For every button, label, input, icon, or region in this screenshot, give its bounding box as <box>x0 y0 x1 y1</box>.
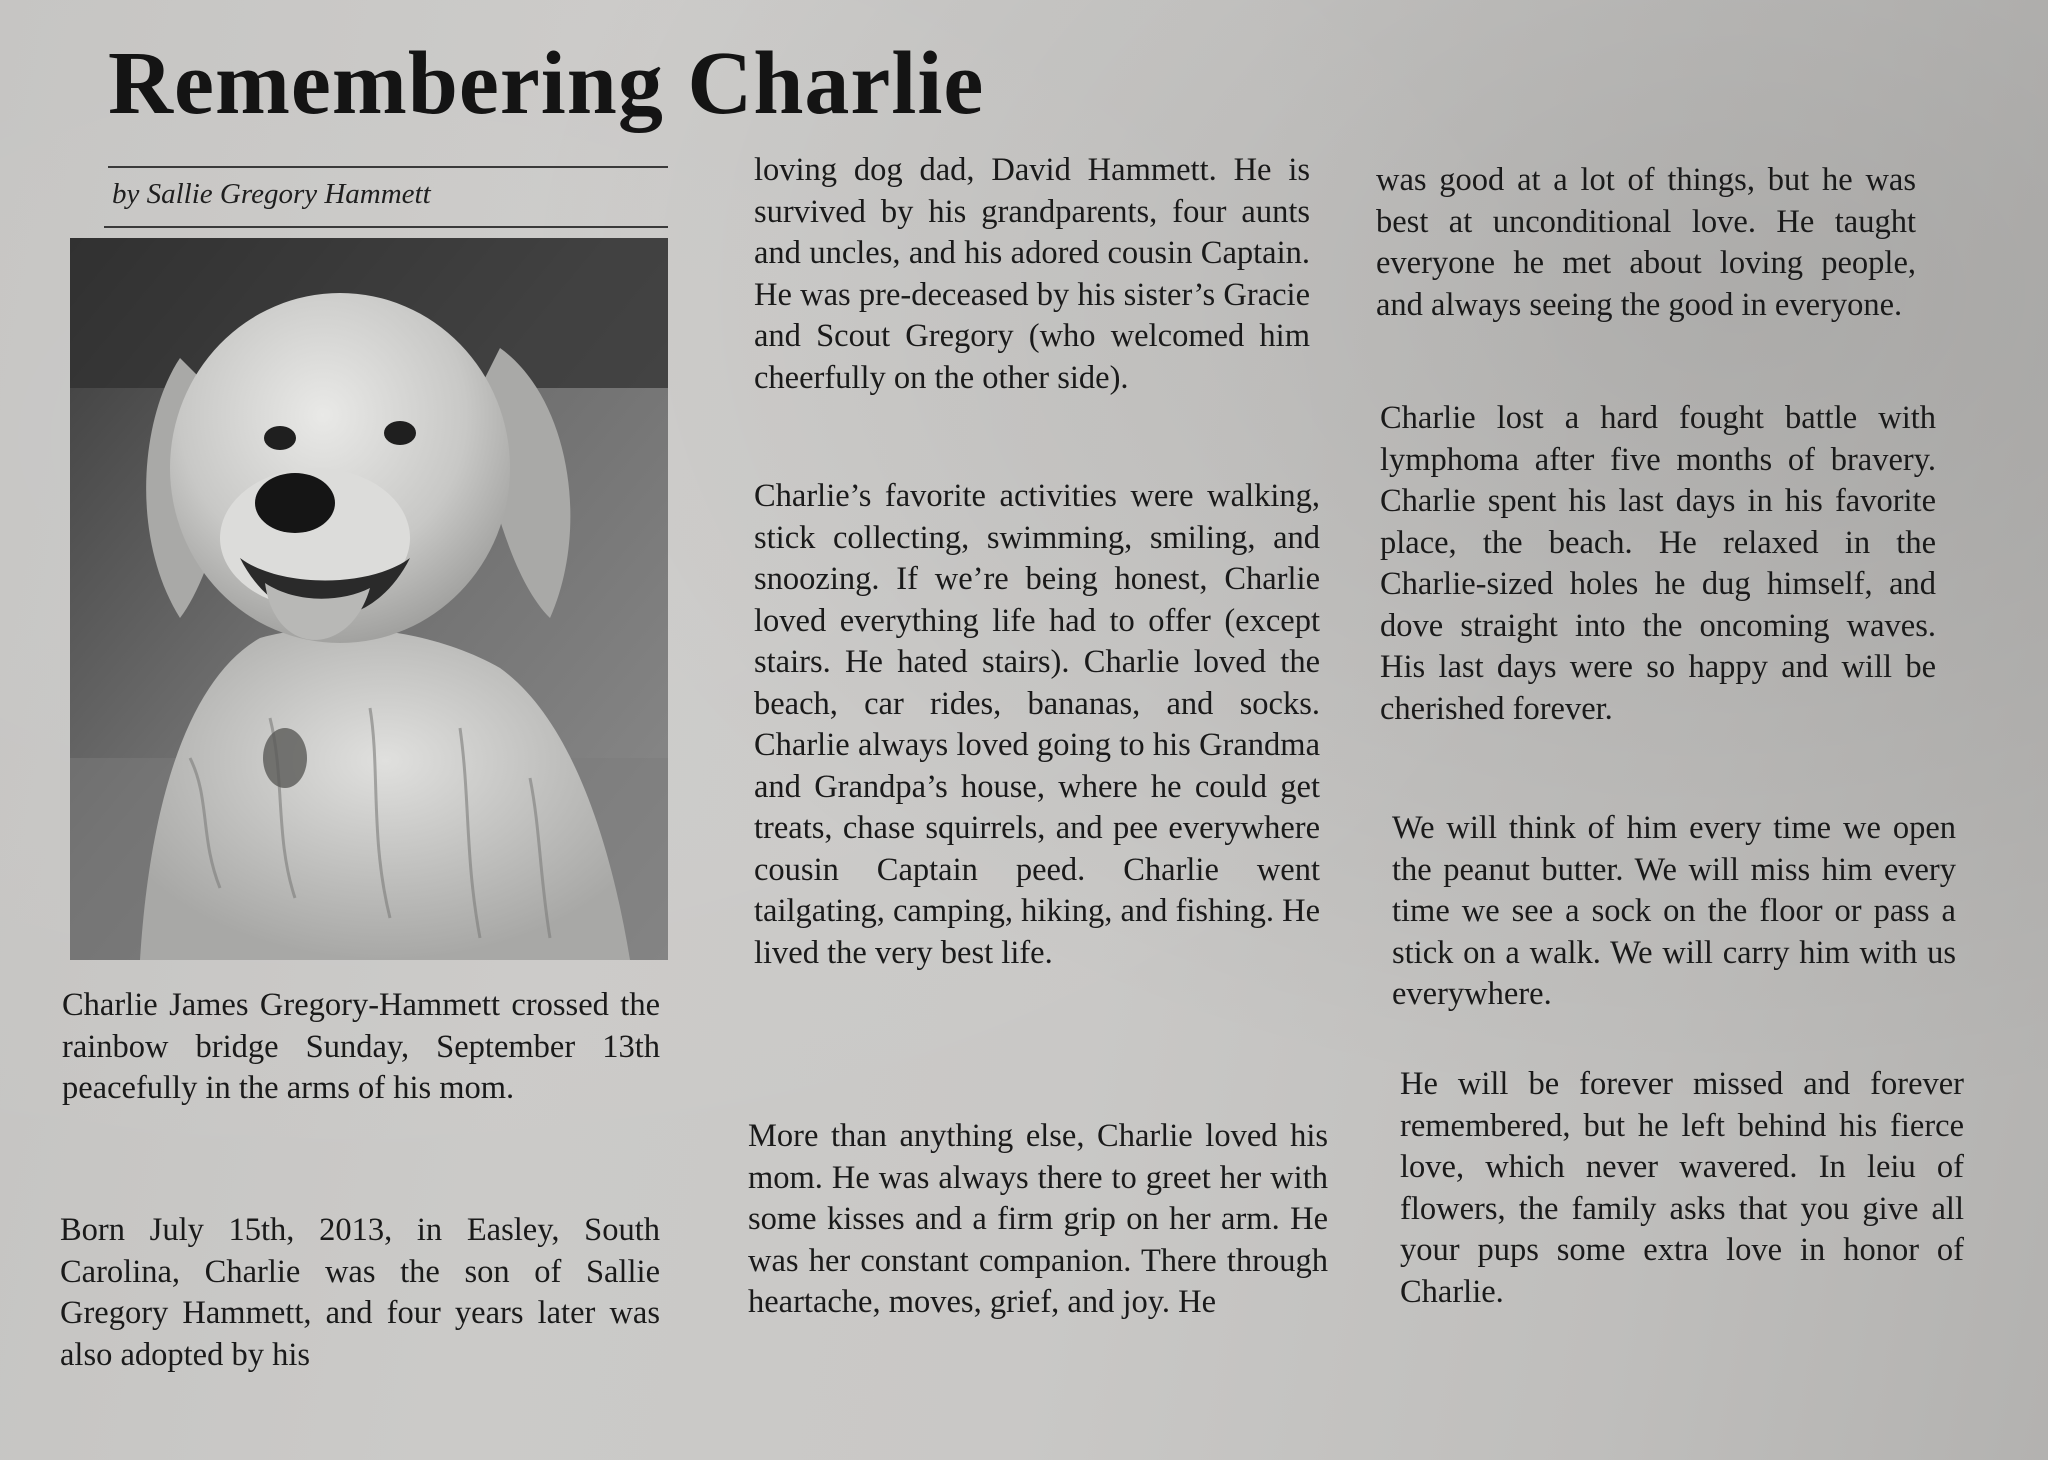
paragraph-unconditional-love <box>1376 160 1916 326</box>
paragraph-text: Charlie’s favorite activities were walking, stick collecting, swimming, smiling, and snoozing. If we’re being honest, Charlie loved everything life had to offer (except stairs. He hated stairs). Charlie loved the beach, car rides, bananas, and socks. Charlie always loved going to his Grandma and Grandpa’s house, where he could get treats, chase squirrels, and pee everywhere cousin Captain peed. Charlie went tailgating, camping, hiking, and fishing. He lived the very best life. <box>754 478 1320 971</box>
paragraph-death-notice <box>62 985 660 1110</box>
paragraph-memories <box>1392 808 1956 1016</box>
paragraph-loved-his-mom <box>748 1116 1328 1324</box>
paragraph-text: Charlie lost a hard fought battle with lymphoma after five months of bravery. Charlie spent his last days in his favorite place, the beach. He relaxed in the Charlie-sized holes he dug himself, and dove straight into the oncoming waves. His last days were so happy and will be cherished forever. <box>1380 400 1936 727</box>
dog-photo-illustration <box>70 238 668 960</box>
paragraph-birth <box>60 1210 660 1376</box>
paragraph-lymphoma <box>1380 398 1936 730</box>
paragraph-text: Born July 15th, 2013, in Easley, South Carolina, Charlie was the son of Sallie Gregory Hammett, and four years later was also adopted by his <box>60 1212 660 1373</box>
dog-photo <box>70 238 668 960</box>
paragraph-text: We will think of him every time we open the peanut butter. We will miss him every time we see a sock on the floor or pass a stick on a walk. We will carry him with us everywhere. <box>1392 810 1956 1012</box>
article-byline: by Sallie Gregory Hammett <box>112 178 431 210</box>
paragraph-text: loving dog dad, David Hammett. He is survived by his grandparents, four aunts and uncles, and his adored cousin Captain. He was pre-deceased by his sister’s Gracie and Scout Gregory (who welcomed him cheerfully on the other side). <box>754 152 1310 396</box>
byline-rule-top <box>108 166 668 168</box>
paragraph-text: He will be forever missed and forever remembered, but he left behind his fierce love, which never wavered. In leiu of flowers, the family asks that you give all your pups some extra love in honor of Charlie. <box>1400 1066 1964 1310</box>
paragraph-text: was good at a lot of things, but he was best at unconditional love. He taught everyone he met about loving people, and always seeing the good in everyone. <box>1376 162 1916 323</box>
byline-rule-bottom <box>104 226 668 228</box>
paragraph-favorite-activities <box>754 476 1320 974</box>
paragraph-text: More than anything else, Charlie loved his mom. He was always there to greet her with some kisses and a firm grip on her arm. He was her constant companion. There through heartache, moves, grief, and joy. He <box>748 1118 1328 1320</box>
article-title: Remembering Charlie <box>108 34 985 133</box>
paragraph-closing <box>1400 1064 1964 1313</box>
paragraph-text: Charlie James Gregory-Hammett crossed the rainbow bridge Sunday, September 13th peacefully in the arms of his mom. <box>62 987 660 1106</box>
paragraph-survivors <box>754 150 1310 399</box>
